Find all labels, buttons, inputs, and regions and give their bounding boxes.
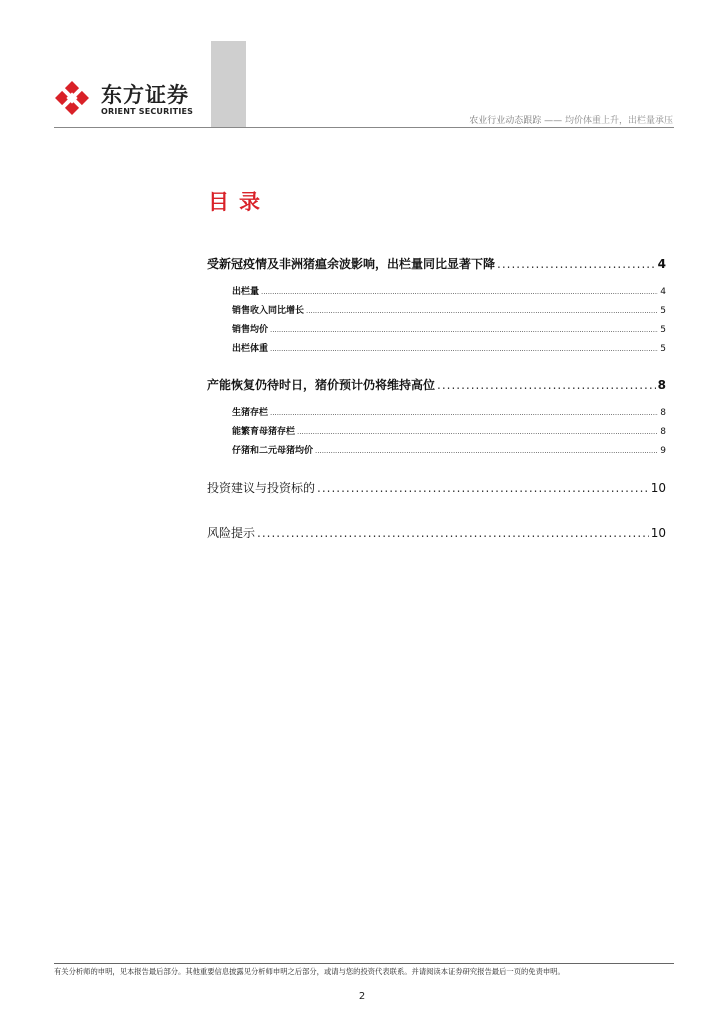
- running-header: [469, 113, 673, 126]
- toc-entry-label: 能繁育母猪存栏: [232, 427, 296, 437]
- report-type: 农业行业动态跟踪: [469, 116, 542, 126]
- toc-page-number: 4: [660, 287, 666, 297]
- toc-entry-label: 风险提示: [207, 526, 256, 540]
- toc-entry-level1[interactable]: [207, 376, 666, 393]
- logo-english-name: ORIENT SECURITIES: [101, 107, 194, 116]
- header-separator: ——: [544, 116, 563, 126]
- orient-securities-logo-icon: [54, 80, 90, 116]
- toc-leader-dots: [261, 288, 658, 296]
- toc-leader-dots: [317, 481, 649, 495]
- toc-entry-level1[interactable]: [207, 255, 666, 272]
- toc-entry-label: 出栏体重: [232, 344, 269, 354]
- toc-leader-dots: [315, 447, 658, 455]
- toc-page-number: 5: [660, 344, 666, 354]
- header-divider: [54, 127, 674, 128]
- logo-chinese-name: 东方证券: [101, 83, 189, 107]
- toc-leader-dots: [270, 409, 658, 417]
- toc-leader-dots: [257, 526, 649, 540]
- toc-page-number: 8: [660, 408, 666, 418]
- toc-page-number: 10: [650, 526, 666, 540]
- header-decoration-bar: [211, 41, 246, 127]
- toc-entry-level2[interactable]: [232, 322, 666, 335]
- page-number: 2: [358, 991, 366, 1002]
- toc-page-number: 4: [657, 257, 666, 271]
- toc-entry-label: 投资建议与投资标的: [207, 481, 316, 495]
- report-subtitle: 均价体重上升，出栏量承压: [564, 116, 673, 126]
- toc-page-number: 9: [660, 446, 666, 456]
- toc-leader-dots: [270, 345, 658, 353]
- toc-page-number: 5: [660, 306, 666, 316]
- footer-disclaimer: 有关分析师的申明，见本报告最后部分。其他重要信息披露见分析师申明之后部分，或请与您的投资代表联系。并请阅读本证券研究报告最后一页的免责申明。: [54, 967, 565, 976]
- toc-leader-dots: [497, 257, 656, 271]
- page-title: 目录: [208, 190, 270, 214]
- toc-page-number: 10: [650, 481, 666, 495]
- toc-entry-label: 仔猪和二元母猪均价: [232, 446, 314, 456]
- toc-entry-level2[interactable]: [232, 424, 666, 437]
- toc-entry-label: 受新冠疫情及非洲猪瘟余波影响，出栏量同比显著下降: [207, 257, 496, 271]
- footer-divider: [54, 963, 674, 964]
- toc-entry-level2[interactable]: [232, 443, 666, 456]
- toc-entry-level2[interactable]: [232, 284, 666, 297]
- toc-entry-level2[interactable]: [232, 405, 666, 418]
- toc-entry-label: 销售均价: [232, 325, 269, 335]
- toc-page-number: 8: [657, 378, 666, 392]
- toc-entry-level2[interactable]: [232, 303, 666, 316]
- toc-page-number: 8: [660, 427, 666, 437]
- toc-entry-label: 生猪存栏: [232, 408, 269, 418]
- toc-entry-label: 产能恢复仍待时日，猪价预计仍将维持高位: [207, 378, 436, 392]
- toc-page-number: 5: [660, 325, 666, 335]
- toc-entry-level1[interactable]: [207, 524, 666, 541]
- toc-leader-dots: [270, 326, 658, 334]
- toc-entry-label: 销售收入同比增长: [232, 306, 305, 316]
- toc-leader-dots: [437, 378, 656, 392]
- toc-leader-dots: [297, 428, 658, 436]
- toc-entry-level1[interactable]: [207, 479, 666, 496]
- toc-leader-dots: [306, 307, 658, 315]
- toc-entry-level2[interactable]: [232, 341, 666, 354]
- toc-entry-label: 出栏量: [232, 287, 260, 297]
